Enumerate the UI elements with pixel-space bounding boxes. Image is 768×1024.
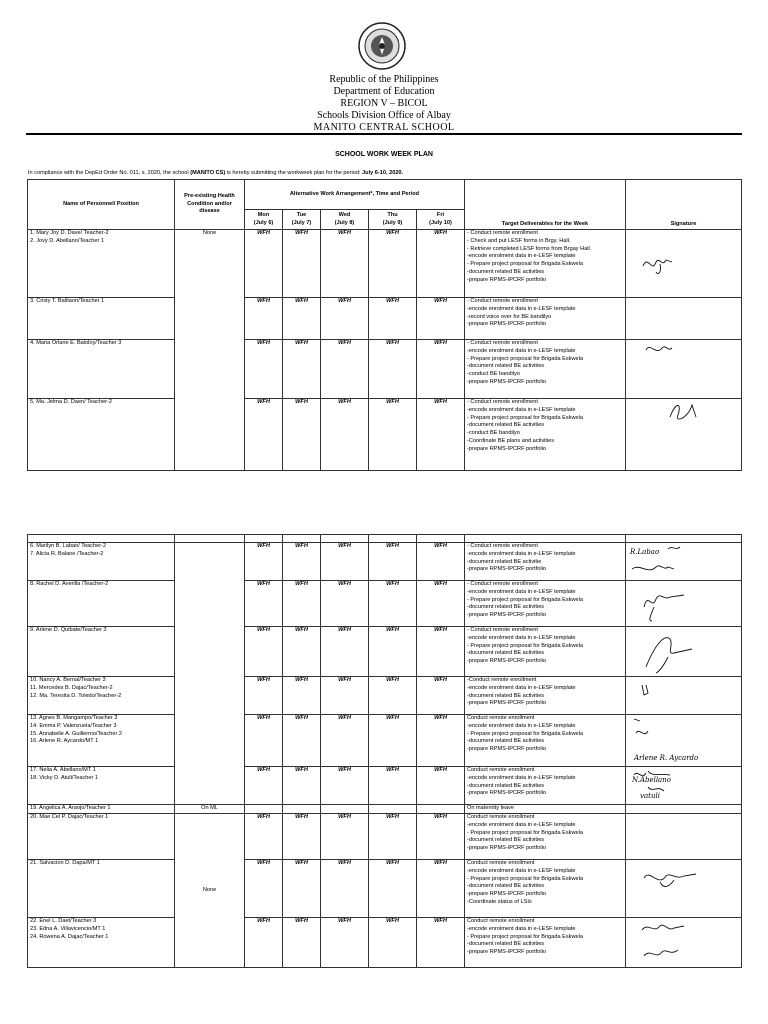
personnel-name: 15. Annabelle A. Guillermo/Teacher 2: [30, 730, 123, 737]
wfh-cell: WFH: [417, 627, 465, 677]
spacer-cell: [465, 535, 626, 543]
wfh-cell: WFH: [417, 715, 465, 767]
wfh-cell: WFH: [417, 581, 465, 627]
deliverable-item: - Conduct remote enrollment: [467, 581, 538, 587]
wfh-cell: [369, 805, 417, 814]
deliverable-item: -Coordinate BE plans and activities: [467, 437, 555, 444]
signature-text: Arlene R. Aycardo: [634, 754, 699, 762]
personnel-name: 10. Nancy A. Bernal/Teacher 3: [30, 677, 106, 683]
signature-cell: [626, 399, 742, 471]
wfh-cell: WFH: [245, 918, 283, 968]
deliverable-item: Conduct remote enrollment: [467, 814, 535, 820]
wfh-cell: WFH: [321, 340, 369, 399]
deliverable-item: - Conduct remote enrollment: [467, 543, 538, 549]
wfh-cell: WFH: [283, 677, 321, 715]
deliverable-item: Conduct remote enrollment: [467, 860, 535, 866]
table-row: [28, 581, 742, 627]
signature-scribble-icon: [640, 627, 700, 675]
personnel-name: 23. Edna A. Villavicencio/MT 1: [30, 925, 106, 932]
table-row: [28, 918, 742, 968]
deliverable-item: - Check and put LESF forms in Brgy. Hall.: [467, 237, 571, 244]
table-row: [28, 399, 742, 471]
deliverable-item: -encode enrolment data in e-LESF template: [467, 550, 576, 557]
signature-scribble-icon: [640, 340, 678, 358]
wfh-cell: WFH: [417, 340, 465, 399]
wfh-cell: WFH: [245, 298, 283, 340]
personnel-name: 18. Vicky D. Atuli/Teacher 1: [30, 774, 98, 781]
day-header-thu: Thu (July 9): [369, 210, 417, 230]
deliverable-item: -prepare RPMS-IPCRF portfolio: [467, 700, 546, 707]
personnel-cell: [28, 814, 175, 860]
signature-text: R.Labao: [630, 548, 660, 556]
wfh-cell: WFH: [369, 298, 417, 340]
col-header-health: Pre-existing Health Condition and/or disease: [175, 180, 245, 230]
deliverable-item: - Prepare project proposal for Brigada Eskwela: [467, 730, 583, 737]
wfh-cell: WFH: [321, 581, 369, 627]
header-department: Department of Education: [333, 86, 435, 97]
deliverables-cell: [465, 581, 626, 627]
table-row: [28, 677, 742, 715]
personnel-name: 9. Arlene D. Quibate/Teacher 3: [30, 627, 107, 633]
signature-cell: [626, 805, 742, 814]
personnel-name: 17. Nelia A. Abellano/MT 1: [30, 767, 96, 773]
deliverable-item: -document related BE activities: [467, 604, 545, 611]
deliverable-item: -encode enrolment data in e-LESF template: [467, 722, 576, 729]
deliverables-cell: [465, 627, 626, 677]
personnel-cell: [28, 399, 175, 471]
wfh-cell: WFH: [245, 715, 283, 767]
signature-cell: [626, 814, 742, 860]
deliverable-item: -document related BE activities: [467, 650, 545, 657]
wfh-cell: WFH: [417, 230, 465, 298]
deliverable-item: -encode enrolment data in e-LESF template: [467, 867, 576, 874]
deliverable-item: -encode enrolment data in e-LESF template: [467, 925, 576, 932]
deliverable-item: -document related BE activities: [467, 692, 545, 699]
col-header-deliverables: Target Deliverables for the Week: [465, 180, 626, 230]
deliverable-item: -prepare RPMS-IPCRF portfolio: [467, 566, 546, 573]
health-cell: None: [175, 814, 245, 968]
wfh-cell: WFH: [245, 860, 283, 918]
wfh-cell: WFH: [245, 581, 283, 627]
table-row: [28, 715, 742, 767]
wfh-cell: [245, 805, 283, 814]
deliverables-cell: [465, 543, 626, 581]
deped-seal-icon: [358, 22, 406, 70]
wfh-cell: WFH: [283, 298, 321, 340]
workweek-table-page2: [27, 534, 742, 968]
wfh-cell: WFH: [369, 767, 417, 805]
wfh-cell: WFH: [321, 298, 369, 340]
wfh-cell: WFH: [245, 814, 283, 860]
personnel-name: 4. Maria Orlane E. Baloloy/Teacher 3: [30, 340, 122, 346]
personnel-cell: [28, 298, 175, 340]
deliverable-item: - Conduct remote enrollment: [467, 298, 538, 304]
wfh-cell: WFH: [283, 860, 321, 918]
personnel-cell: [28, 715, 175, 767]
wfh-cell: WFH: [369, 677, 417, 715]
signature-cell: [626, 230, 742, 298]
personnel-name: 1. Mary Joy D. Dave/ Teacher-2: [30, 230, 109, 236]
spacer-cell: [283, 535, 321, 543]
signature-scribble-icon: [636, 681, 656, 699]
deliverable-item: -document related BE activities: [467, 941, 545, 948]
day-header-tue: Tue (July 7): [283, 210, 321, 230]
spacer-cell: [369, 535, 417, 543]
header-division: Schools Division Office of Albay: [317, 110, 451, 121]
deliverable-item: - Prepare project proposal for Brigada Eskwela: [467, 642, 583, 649]
wfh-cell: WFH: [245, 399, 283, 471]
deliverable-item: - Prepare project proposal for Brigada Eskwela: [467, 829, 583, 836]
deliverable-item: -Conduct remote enrollment: [467, 677, 537, 683]
table-row: [28, 543, 742, 581]
day-header-wed: Wed (July 8): [321, 210, 369, 230]
wfh-cell: WFH: [369, 581, 417, 627]
deliverable-item: -document related BE activities: [467, 738, 545, 745]
compliance-school: (MANITO CS): [190, 170, 226, 176]
deliverables-cell: [465, 340, 626, 399]
health-cell: None: [175, 230, 245, 471]
personnel-name: 6. Marilyn B. Labao/ Teacher-2: [30, 543, 107, 549]
wfh-cell: WFH: [245, 767, 283, 805]
signature-scribble-icon: [632, 715, 712, 763]
deliverable-item: On maternity leave: [467, 805, 514, 811]
signature-scribble-icon: [638, 252, 678, 278]
signature-cell: [626, 340, 742, 399]
signature-scribble-icon: [640, 587, 690, 625]
signature-cell: [626, 627, 742, 677]
header-republic: Republic of the Philippines: [329, 74, 439, 85]
wfh-cell: WFH: [321, 543, 369, 581]
deliverable-item: - Conduct remote enrollment: [467, 399, 538, 405]
wfh-cell: WFH: [321, 715, 369, 767]
header-school: MANITO CENTRAL SCHOOL: [313, 122, 455, 133]
deliverables-cell: [465, 715, 626, 767]
deliverable-item: -prepare RPMS-IPCRF portfolio: [467, 746, 546, 753]
deliverables-cell: [465, 918, 626, 968]
wfh-cell: WFH: [283, 581, 321, 627]
wfh-cell: WFH: [245, 230, 283, 298]
deliverable-item: - Prepare project proposal for Brigada Eskwela: [467, 933, 583, 940]
deliverable-item: -encode enrolment data in e-LESF template: [467, 588, 576, 595]
wfh-cell: WFH: [369, 715, 417, 767]
spacer-cell: [28, 535, 175, 543]
col-header-signature: Signature: [626, 180, 742, 230]
deliverable-item: -prepare RPMS-IPCRF portfolio: [467, 321, 546, 328]
spacer-cell: [245, 535, 283, 543]
deliverable-item: - Prepare project proposal for Brigada Eskwela: [467, 261, 583, 268]
wfh-cell: WFH: [321, 677, 369, 715]
personnel-name: 21. Salvacion D. Dapa/MT 1: [30, 860, 100, 866]
personnel-name: 12. Ma. Teresita D. Toledo/Teacher-2: [30, 692, 122, 699]
personnel-cell: [28, 627, 175, 677]
wfh-cell: WFH: [283, 715, 321, 767]
personnel-name: 2. Jovy D. Abellano/Teacher 1: [30, 237, 105, 244]
workweek-table-page1: [27, 179, 742, 471]
personnel-name: 7. Alicia R. Balane /Teacher-2: [30, 550, 104, 557]
signature-cell: [626, 860, 742, 918]
wfh-cell: [417, 805, 465, 814]
wfh-cell: WFH: [369, 860, 417, 918]
day-header-mon: Mon (July 6): [245, 210, 283, 230]
wfh-cell: WFH: [245, 340, 283, 399]
signature-cell: [626, 543, 742, 581]
personnel-cell: [28, 805, 175, 814]
wfh-cell: WFH: [283, 230, 321, 298]
deliverable-item: -encode enrolment data in e-LESF template: [467, 684, 576, 691]
signature-scribble-icon: [640, 866, 702, 894]
table-row: [28, 298, 742, 340]
table-row: [28, 627, 742, 677]
deliverable-item: -conduct BE bandilyo: [467, 371, 520, 378]
deliverable-item: -conduct BE bandilyo: [467, 430, 520, 437]
spacer-cell: [175, 535, 245, 543]
deliverable-item: -prepare RPMS-IPCRF portfolio: [467, 658, 546, 665]
plan-title: SCHOOL WORK WEEK PLAN: [335, 151, 433, 158]
table-row: [28, 340, 742, 399]
wfh-cell: WFH: [417, 543, 465, 581]
personnel-cell: [28, 860, 175, 918]
wfh-cell: WFH: [283, 918, 321, 968]
wfh-cell: WFH: [283, 399, 321, 471]
wfh-cell: WFH: [321, 627, 369, 677]
wfh-cell: WFH: [417, 860, 465, 918]
wfh-cell: WFH: [245, 677, 283, 715]
deliverable-item: - Conduct remote enrollment: [467, 230, 538, 236]
deliverable-item: -document related BE activities: [467, 782, 545, 789]
signature-cell: [626, 677, 742, 715]
wfh-cell: WFH: [283, 627, 321, 677]
deliverable-item: -prepare RPMS-IPCRF portfolio: [467, 949, 546, 956]
deliverables-cell: [465, 399, 626, 471]
col-header-name: Name of Personnel/ Position: [28, 180, 175, 230]
wfh-cell: WFH: [283, 767, 321, 805]
deliverable-item: -document related BE activitie: [467, 558, 542, 565]
table-row: [28, 230, 742, 298]
deliverable-item: - Prepare project proposal for Brigada Eskwela: [467, 875, 583, 882]
deliverable-item: -prepare RPMS-IPCRF portfolio: [467, 845, 546, 852]
deliverable-item: -prepare RPMS-IPCRF portfolio: [467, 276, 546, 283]
deliverable-item: -encode enrolment data in e-LESF template: [467, 821, 576, 828]
deliverable-item: Conduct remote enrollment: [467, 767, 535, 773]
deliverable-item: Conduct remote enrollment: [467, 918, 535, 924]
signature-scribble-icon: [638, 920, 692, 962]
deliverables-cell: [465, 860, 626, 918]
deliverable-item: - Conduct remote enrollment: [467, 340, 538, 346]
deliverable-item: -encode enrolment data in e-LESF template: [467, 253, 576, 260]
deliverable-item: -prepare RPMS-IPCRF portfolio: [467, 891, 546, 898]
wfh-cell: WFH: [417, 767, 465, 805]
spacer-cell: [321, 535, 369, 543]
wfh-cell: WFH: [369, 230, 417, 298]
personnel-name: 11. Mercedes B. Dajac/Teacher-2: [30, 684, 113, 691]
deliverable-item: -document related BE activities: [467, 268, 545, 275]
wfh-cell: WFH: [321, 399, 369, 471]
wfh-cell: [283, 805, 321, 814]
deliverables-cell: [465, 230, 626, 298]
wfh-cell: WFH: [321, 814, 369, 860]
deliverables-cell: [465, 677, 626, 715]
deliverable-item: - Prepare project proposal for Brigada Eskwela: [467, 355, 583, 362]
personnel-name: 19. Angelica A. Araojo/Teacher 1: [30, 805, 111, 811]
deliverable-item: -encode enrolment data in e-LESF template: [467, 347, 576, 354]
compliance-statement: [28, 170, 403, 176]
compliance-pre: In compliance with the DepEd Order No. 011, s. 2020, the school: [28, 170, 191, 176]
header-divider: [26, 133, 742, 135]
personnel-cell: [28, 230, 175, 298]
signature-scribble-icon: [630, 561, 680, 577]
deliverable-item: -encode enrolment data in e-LESF template: [467, 406, 576, 413]
personnel-cell: [28, 918, 175, 968]
personnel-name: 20. Mae Cel P. Dajac/Teacher 1: [30, 814, 109, 820]
deliverable-item: -prepare RPMS-IPCRF portfolio: [467, 445, 546, 452]
deliverables-cell: [465, 767, 626, 805]
deliverables-cell: [465, 814, 626, 860]
signature-cell: [626, 581, 742, 627]
health-cell: [175, 543, 245, 805]
wfh-cell: WFH: [369, 543, 417, 581]
personnel-name: 5. Ma. Jelma D. Daen/ Teacher-2: [30, 399, 112, 405]
deliverables-cell: [465, 805, 626, 814]
personnel-name: 13. Agnes B. Mangampo/Teacher 3: [30, 715, 118, 721]
wfh-cell: WFH: [417, 399, 465, 471]
deliverable-item: -document related BE activities: [467, 422, 545, 429]
signature-text: N.Abellano: [632, 776, 671, 784]
deliverable-item: -document related BE activities: [467, 883, 545, 890]
wfh-cell: WFH: [369, 814, 417, 860]
wfh-cell: [321, 805, 369, 814]
signature-scribble-icon: [638, 783, 688, 801]
wfh-cell: WFH: [369, 918, 417, 968]
deliverable-item: Conduct remote enrollment: [467, 715, 535, 721]
table-row: [28, 805, 742, 814]
wfh-cell: WFH: [369, 627, 417, 677]
personnel-cell: [28, 340, 175, 399]
personnel-cell: [28, 581, 175, 627]
spacer-cell: [626, 535, 742, 543]
deliverable-item: - Retrieve completed LESF forms from Brgay Hall.: [467, 245, 592, 252]
wfh-cell: WFH: [321, 230, 369, 298]
compliance-period: July 6-10, 2020.: [362, 170, 404, 176]
deliverable-item: -Coordinate status of LSIs: [467, 898, 532, 905]
deliverable-item: -document related BE activities: [467, 837, 545, 844]
signature-scribble-icon: [662, 399, 702, 425]
personnel-name: 14. Emma P. Valenzuela/Teacher 3: [30, 722, 117, 729]
personnel-name: 3. Cristy T. Balitaon/Teacher 1: [30, 298, 105, 304]
wfh-cell: WFH: [321, 918, 369, 968]
deliverable-item: - Prepare project proposal for Brigada Eskwela: [467, 596, 583, 603]
health-cell: On ML: [175, 805, 245, 814]
signature-cell: [626, 918, 742, 968]
personnel-name: 16. Arlene R. Aycardo/MT 1: [30, 738, 99, 745]
personnel-cell: [28, 543, 175, 581]
wfh-cell: WFH: [245, 543, 283, 581]
signature-text: vatuli: [640, 792, 660, 800]
table-row: [28, 860, 742, 918]
wfh-cell: WFH: [417, 918, 465, 968]
wfh-cell: WFH: [417, 814, 465, 860]
deliverable-item: - Conduct remote enrollment: [467, 627, 538, 633]
wfh-cell: WFH: [283, 543, 321, 581]
day-header-fri: Fri (July 10): [417, 210, 465, 230]
deliverable-item: -document related BE activities: [467, 363, 545, 370]
deliverable-item: -encode enrolment data in e-LESF template: [467, 774, 576, 781]
deliverable-item: -record voice over for BE bandilyo: [467, 313, 552, 320]
wfh-cell: WFH: [417, 677, 465, 715]
wfh-cell: WFH: [283, 340, 321, 399]
table-row: [28, 814, 742, 860]
deliverable-item: - Prepare project proposal for Brigada Eskwela: [467, 414, 583, 421]
wfh-cell: WFH: [417, 298, 465, 340]
wfh-cell: WFH: [283, 814, 321, 860]
signature-cell: [626, 715, 742, 767]
signature-cell: [626, 298, 742, 340]
spacer-cell: [417, 535, 465, 543]
wfh-cell: WFH: [245, 627, 283, 677]
deliverable-item: -prepare RPMS-IPCRF portfolio: [467, 378, 546, 385]
signature-cell: [626, 767, 742, 805]
personnel-name: 24. Rowena A. Dajac/Teacher 1: [30, 933, 109, 940]
col-header-awa: Alternative Work Arrangement*, Time and Period: [245, 180, 465, 210]
wfh-cell: WFH: [369, 340, 417, 399]
table-row: [28, 767, 742, 805]
personnel-name: 22. Enel L. Daet/Teacher 3: [30, 918, 97, 924]
header-region: REGION V – BICOL: [340, 98, 428, 109]
deliverable-item: -prepare RPMS-IPCRF portfolio: [467, 612, 546, 619]
deliverables-cell: [465, 298, 626, 340]
compliance-mid: is hereby submitting the workweek plan for the period:: [225, 170, 363, 176]
deliverable-item: -encode enrolment data in e-LESF template: [467, 634, 576, 641]
wfh-cell: WFH: [369, 399, 417, 471]
deliverable-item: -encode enrolment data in e-LESF template: [467, 305, 576, 312]
personnel-name: 8. Rachel D. Averilla /Teacher-2: [30, 581, 109, 587]
wfh-cell: WFH: [321, 860, 369, 918]
personnel-cell: [28, 677, 175, 715]
wfh-cell: WFH: [321, 767, 369, 805]
signature-scribble-icon: [628, 543, 688, 557]
personnel-cell: [28, 767, 175, 805]
deliverable-item: -prepare RPMS-IPCRF portfolio: [467, 790, 546, 797]
